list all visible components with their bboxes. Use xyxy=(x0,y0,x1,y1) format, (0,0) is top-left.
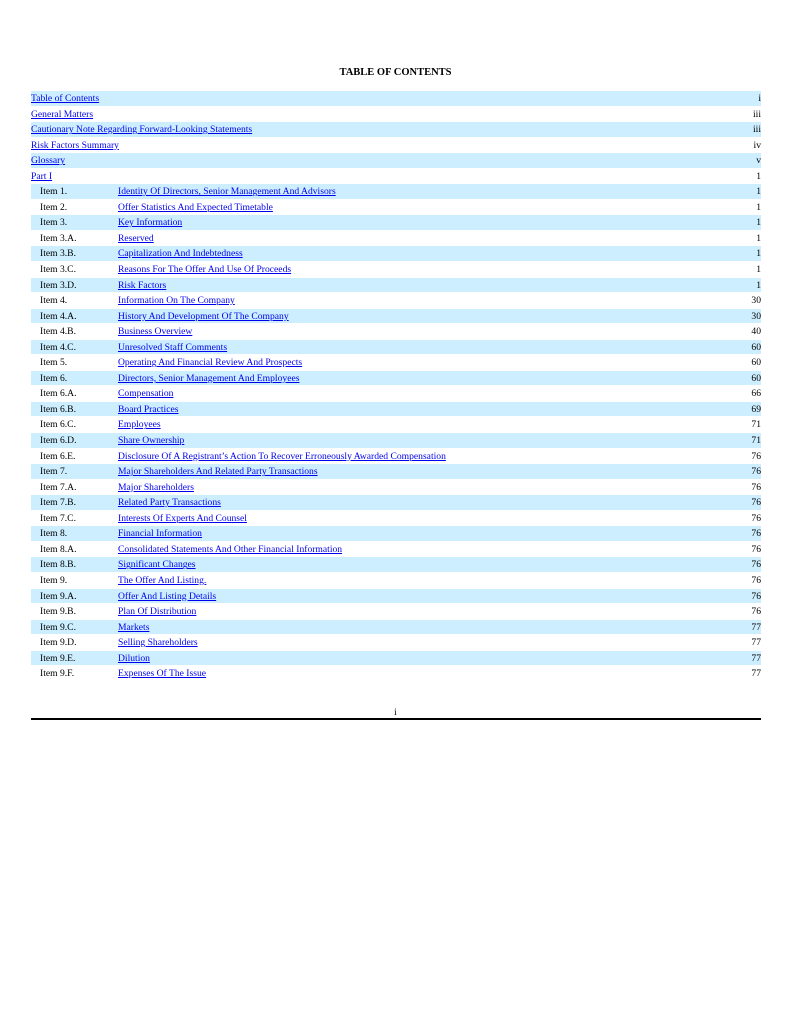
toc-row xyxy=(31,635,761,651)
page-ref: 76 xyxy=(751,466,761,478)
page-ref: 76 xyxy=(751,497,761,509)
item-number: Item 4. xyxy=(40,295,68,307)
item-number: Item 9.C. xyxy=(40,621,76,633)
item-number: Item 6.C. xyxy=(40,419,76,431)
toc-link[interactable]: Glossary xyxy=(31,155,66,167)
toc-row xyxy=(31,511,761,527)
page-ref: 77 xyxy=(751,652,761,664)
toc-link[interactable]: Board Practices xyxy=(118,403,179,415)
page-ref: 77 xyxy=(751,668,761,680)
item-number: Item 9.F. xyxy=(40,668,75,680)
page-ref: 76 xyxy=(751,450,761,462)
item-number: Item 4.B. xyxy=(40,326,76,338)
toc-row xyxy=(31,153,761,169)
item-number: Item 9.E. xyxy=(40,652,76,664)
page-ref: 1 xyxy=(756,217,761,229)
toc-link[interactable]: Compensation xyxy=(118,388,174,400)
item-number: Item 3.D. xyxy=(40,279,77,291)
toc-link[interactable]: General Matters xyxy=(31,108,94,120)
page-ref: 1 xyxy=(756,170,761,182)
toc-row xyxy=(31,480,761,496)
toc-link[interactable]: Key Information xyxy=(118,217,183,229)
page-title: TABLE OF CONTENTS xyxy=(339,67,452,78)
page-number: i xyxy=(394,707,397,718)
page-ref: 30 xyxy=(751,310,761,322)
page-ref: 77 xyxy=(751,637,761,649)
toc-link[interactable]: Consolidated Statements And Other Financial Information xyxy=(118,543,343,555)
toc-link[interactable]: The Offer And Listing. xyxy=(118,574,207,586)
toc-link[interactable]: Business Overview xyxy=(118,326,193,338)
toc-row xyxy=(31,573,761,589)
toc-link[interactable]: History And Development Of The Company xyxy=(118,310,289,322)
toc-row xyxy=(31,231,761,247)
page-ref: 71 xyxy=(751,419,761,431)
item-number: Item 8. xyxy=(40,528,68,540)
toc-row xyxy=(31,262,761,278)
item-number: Item 8.A. xyxy=(40,543,77,555)
page-ref: 66 xyxy=(751,388,761,400)
page-ref: 76 xyxy=(751,606,761,618)
page-ref: 1 xyxy=(756,201,761,213)
toc-link[interactable]: Operating And Financial Review And Prospects xyxy=(118,357,303,369)
toc-row xyxy=(31,620,761,636)
item-number: Item 6.A. xyxy=(40,388,77,400)
toc-row xyxy=(31,417,761,433)
table-of-contents xyxy=(31,91,761,682)
item-number: Item 5. xyxy=(40,357,68,369)
page-ref: 76 xyxy=(751,528,761,540)
page-ref: 1 xyxy=(756,186,761,198)
toc-row xyxy=(31,355,761,371)
toc-row xyxy=(31,278,761,294)
item-number: Item 9.D. xyxy=(40,637,77,649)
toc-link[interactable]: Expenses Of The Issue xyxy=(118,668,207,680)
toc-row xyxy=(31,666,761,682)
toc-link[interactable]: Reserved xyxy=(118,232,154,244)
toc-row xyxy=(31,449,761,465)
toc-link[interactable]: Dilution xyxy=(118,652,150,664)
toc-row xyxy=(31,200,761,216)
page-ref: 76 xyxy=(751,590,761,602)
page-ref: 1 xyxy=(756,248,761,260)
page-ref: 76 xyxy=(751,512,761,524)
item-number: Item 7.C. xyxy=(40,512,76,524)
item-number: Item 4.A. xyxy=(40,310,77,322)
item-number: Item 9.A. xyxy=(40,590,77,602)
item-number: Item 2. xyxy=(40,201,68,213)
toc-link[interactable]: Cautionary Note Regarding Forward-Looking Statements xyxy=(31,124,253,136)
item-number: Item 7.B. xyxy=(40,497,76,509)
toc-link[interactable]: Offer Statistics And Expected Timetable xyxy=(118,201,273,213)
toc-link[interactable]: Significant Changes xyxy=(118,559,196,571)
toc-row xyxy=(31,184,761,200)
toc-row xyxy=(31,386,761,402)
toc-row xyxy=(31,557,761,573)
toc-link[interactable]: Employees xyxy=(118,419,161,431)
page-ref: iv xyxy=(753,139,761,151)
toc-link[interactable]: Selling Shareholders xyxy=(118,637,198,649)
toc-row xyxy=(31,293,761,309)
item-number: Item 3. xyxy=(40,217,68,229)
page-ref: 77 xyxy=(751,621,761,633)
item-number: Item 7.A. xyxy=(40,481,77,493)
toc-row xyxy=(31,246,761,262)
item-number: Item 6.D. xyxy=(40,435,77,447)
toc-row xyxy=(31,371,761,387)
page-ref: 30 xyxy=(751,295,761,307)
toc-row xyxy=(31,526,761,542)
toc-row xyxy=(31,138,761,154)
toc-link[interactable]: Major Shareholders And Related Party Transactions xyxy=(118,466,318,478)
page-ref: 60 xyxy=(751,357,761,369)
toc-link[interactable]: Disclosure Of A Registrant’s Action To Recover Erroneously Awarded Compensation xyxy=(118,450,446,462)
page-ref: v xyxy=(756,155,761,167)
page-ref: iii xyxy=(753,124,761,136)
page-ref: iii xyxy=(753,108,761,120)
page-ref: 76 xyxy=(751,559,761,571)
page-ref: 69 xyxy=(751,403,761,415)
page-ref: 1 xyxy=(756,264,761,276)
toc-link[interactable]: Interests Of Experts And Counsel xyxy=(118,512,247,524)
toc-link[interactable]: Capitalization And Indebtedness xyxy=(118,248,243,260)
page-ref: 71 xyxy=(751,435,761,447)
item-number: Item 7. xyxy=(40,466,68,478)
toc-link[interactable]: Financial Information xyxy=(118,528,202,540)
toc-link[interactable]: Information On The Company xyxy=(118,295,235,307)
toc-row xyxy=(31,91,761,107)
item-number: Item 9.B. xyxy=(40,606,76,618)
item-number: Item 6. xyxy=(40,372,68,384)
item-number: Item 9. xyxy=(40,574,68,586)
toc-link[interactable]: Offer And Listing Details xyxy=(118,590,217,602)
toc-link[interactable]: Unresolved Staff Comments xyxy=(118,341,228,353)
toc-row xyxy=(31,402,761,418)
item-number: Item 6.B. xyxy=(40,403,76,415)
toc-link[interactable]: Table of Contents xyxy=(31,93,100,104)
footer-divider xyxy=(31,718,761,720)
toc-row xyxy=(31,169,761,185)
item-number: Item 8.B. xyxy=(40,559,76,571)
page-ref: 76 xyxy=(751,543,761,555)
item-number: Item 3.C. xyxy=(40,264,76,276)
toc-link[interactable]: Directors, Senior Management And Employees xyxy=(118,372,300,384)
toc-row xyxy=(31,589,761,605)
toc-row xyxy=(31,340,761,356)
toc-row xyxy=(31,433,761,449)
toc-row xyxy=(31,324,761,340)
toc-row xyxy=(31,309,761,325)
toc-link[interactable]: Risk Factors xyxy=(118,279,167,291)
page-ref: 40 xyxy=(751,326,761,338)
toc-row xyxy=(31,651,761,667)
page-ref: 60 xyxy=(751,341,761,353)
toc-row xyxy=(31,215,761,231)
page-ref: 1 xyxy=(756,279,761,291)
toc-link[interactable]: Plan Of Distribution xyxy=(118,606,197,618)
toc-link[interactable]: Reasons For The Offer And Use Of Proceeds xyxy=(118,264,292,276)
page-ref: 1 xyxy=(756,232,761,244)
item-number: Item 3.B. xyxy=(40,248,76,260)
item-number: Item 6.E. xyxy=(40,450,76,462)
toc-row xyxy=(31,464,761,480)
page-ref: 76 xyxy=(751,574,761,586)
toc-row xyxy=(31,604,761,620)
toc-row xyxy=(31,107,761,123)
toc-link[interactable]: Share Ownership xyxy=(118,435,185,447)
toc-row xyxy=(31,495,761,511)
toc-link[interactable]: Risk Factors Summary xyxy=(31,139,119,151)
item-number: Item 1. xyxy=(40,186,68,198)
page-ref: 76 xyxy=(751,481,761,493)
item-number: Item 4.C. xyxy=(40,341,76,353)
toc-link[interactable]: Related Party Transactions xyxy=(118,497,221,509)
page-ref: i xyxy=(758,93,761,104)
page-ref: 60 xyxy=(751,372,761,384)
toc-row xyxy=(31,542,761,558)
toc-link[interactable]: Part I xyxy=(31,170,53,182)
toc-row xyxy=(31,122,761,138)
toc-link[interactable]: Major Shareholders xyxy=(118,481,194,493)
item-number: Item 3.A. xyxy=(40,232,77,244)
toc-link[interactable]: Identity Of Directors, Senior Management And Advisors xyxy=(118,186,336,198)
toc-link[interactable]: Markets xyxy=(118,621,150,633)
